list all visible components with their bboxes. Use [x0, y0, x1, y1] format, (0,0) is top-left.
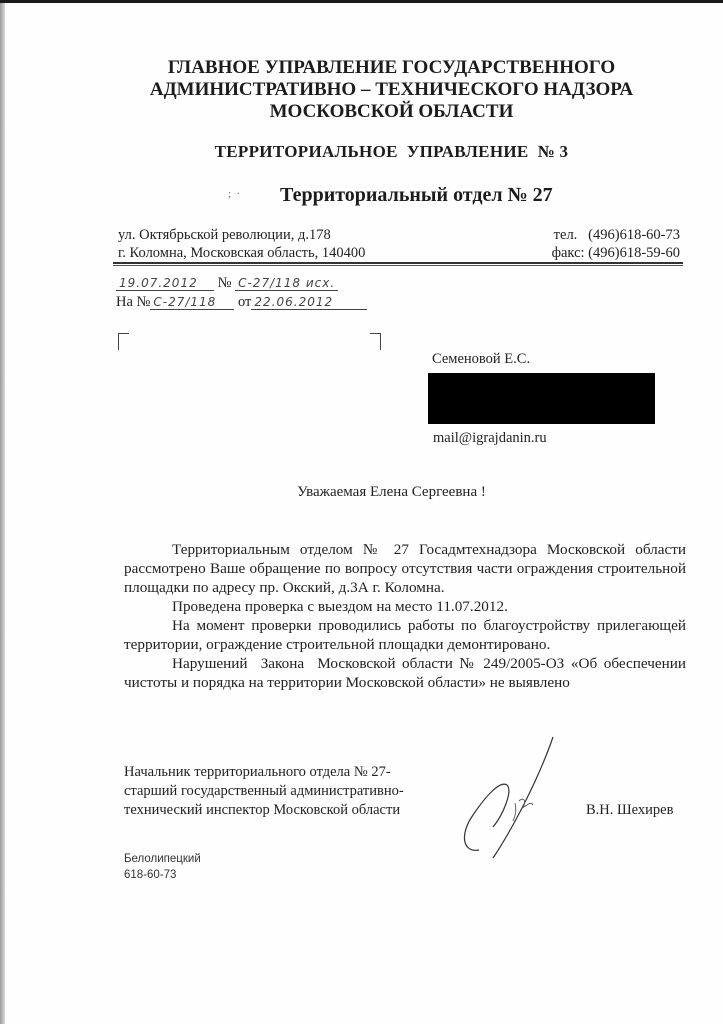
- reference-number: С-27/118: [150, 295, 234, 310]
- department-title: Территориальный отдел № 27: [280, 184, 553, 206]
- position-line-1: Начальник территориального отдела № 27-: [124, 764, 391, 780]
- address-city: г. Коломна, Московская область, 140400: [118, 245, 366, 261]
- signer-name: В.Н. Шехирев: [586, 802, 674, 818]
- paragraph: Нарушений Закона Московской области № 249/2005-ОЗ «Об обеспечении чистоты и порядка на территории Московской области» не выявлено: [124, 655, 690, 691]
- outgoing-registration: [116, 275, 338, 292]
- executor-name: Белолипецкий: [124, 853, 201, 865]
- signer-position: [124, 763, 404, 820]
- salutation: Уважаемая Елена Сергеевна !: [297, 484, 486, 500]
- org-line-1: ГЛАВНОЕ УПРАВЛЕНИЕ ГОСУДАРСТВЕННОГО: [167, 57, 616, 78]
- scan-top-edge: [0, 0, 723, 3]
- paragraph: Проведена проверка с выездом на место 11.07.2012.: [172, 598, 508, 615]
- org-line-3: МОСКОВСКОЙ ОБЛАСТИ: [269, 101, 514, 122]
- address-street: ул. Октябрьской революции, д.178: [118, 227, 331, 243]
- recipient-name: Семеновой Е.С.: [432, 351, 531, 367]
- address-block: [118, 226, 365, 262]
- territorial-administration: ТЕРРИТОРИАЛЬНОЕ УПРАВЛЕНИЕ № 3: [214, 142, 569, 161]
- redacted-address: [428, 373, 655, 424]
- handwritten-signature: [455, 735, 585, 860]
- address-field-corner-left: [118, 333, 129, 350]
- outgoing-number: С-27/118 исх.: [235, 276, 338, 291]
- paragraph: Территориальным отделом № 27 Госадмтехнадзора Московской области рассмотрено Ваше обращение по вопросу отсутствия части ограждения строительной площадки по адресу пр. Окский, д.3А г. Коломна.: [124, 541, 686, 596]
- letter-body: [124, 540, 690, 692]
- executor-block: [124, 851, 201, 883]
- reference-label: На №: [116, 294, 151, 310]
- position-line-2: старший государственный административно-: [124, 783, 404, 799]
- contacts-block: [540, 226, 680, 262]
- number-label: №: [217, 275, 232, 291]
- position-line-3: технический инспектор Московской области: [124, 802, 401, 818]
- paragraph: На момент проверки проводились работы по благоустройству прилегающей территории, ограждение строительной площадки демонтировано.: [124, 617, 686, 653]
- reference-registration: [116, 294, 367, 311]
- organization-title: [0, 57, 723, 123]
- org-line-2: АДМИНИСТРАТИВНО – ТЕХНИЧЕСКОГО НАДЗОРА: [149, 79, 634, 100]
- reference-date: 22.06.2012: [251, 295, 367, 310]
- outgoing-date: 19.07.2012: [116, 276, 214, 291]
- header-divider: [113, 262, 683, 264]
- scan-specks: ; ·: [228, 188, 241, 200]
- from-label: от: [238, 294, 252, 310]
- executor-phone: 618-60-73: [124, 869, 177, 881]
- recipient-email: mail@igrajdanin.ru: [433, 430, 547, 446]
- address-field-corner-right: [370, 333, 381, 350]
- phone: тел. (496)618-60-73: [553, 227, 680, 243]
- header-divider-thin: [113, 265, 683, 266]
- fax: факс: (496)618-59-60: [551, 245, 680, 261]
